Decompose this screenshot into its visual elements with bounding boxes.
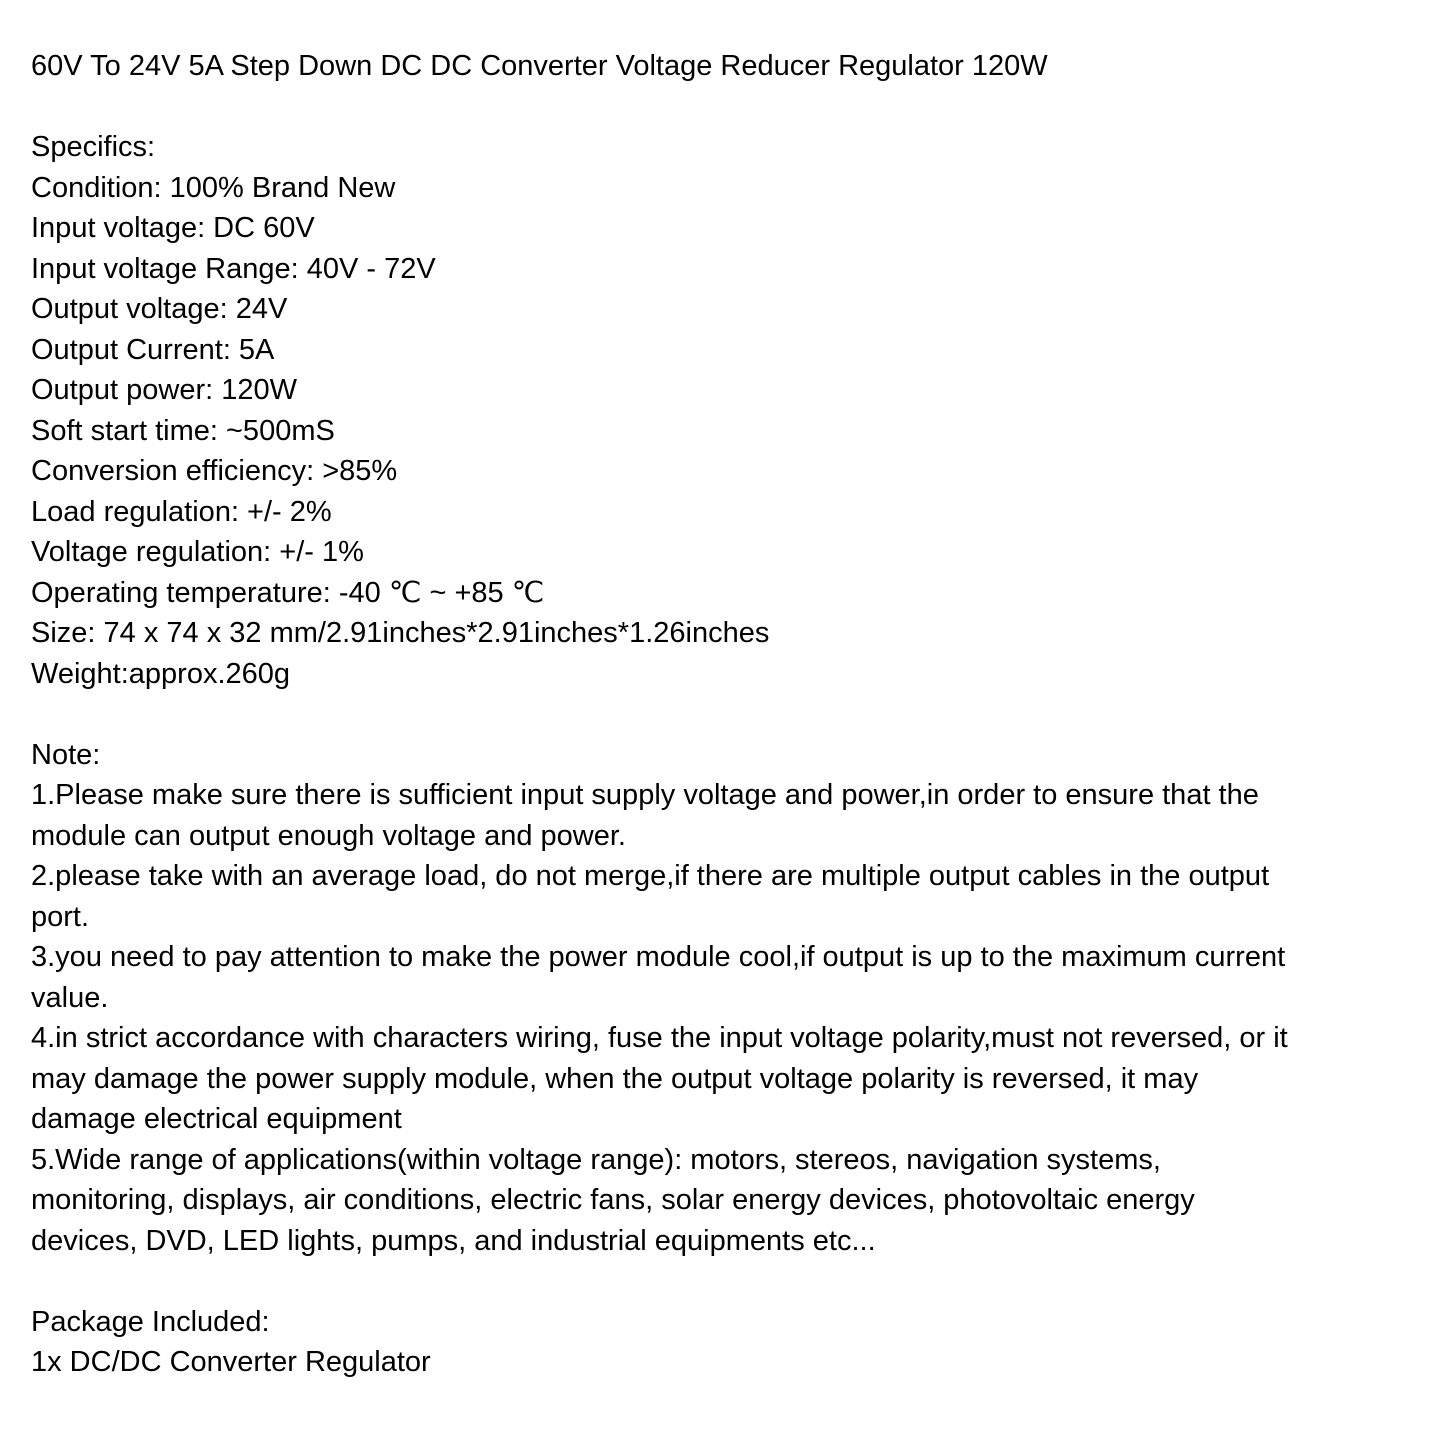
- spec-item: Voltage regulation: +/- 1%: [31, 536, 364, 568]
- spec-item: Input voltage: DC 60V: [31, 212, 315, 244]
- note-item: [31, 1140, 1421, 1262]
- specifics-section: [31, 127, 1421, 694]
- spec-item: Load regulation: +/- 2%: [31, 495, 332, 528]
- package-list: [31, 1342, 1421, 1383]
- spec-item: Size: 74 x 74 x 32 mm/2.91inches*2.91inches*1.26inches: [31, 617, 770, 649]
- note-item: [31, 775, 1421, 856]
- note-line: 5.Wide range of applications(within voltage range): motors, stereos, navigation systems,: [31, 1143, 1161, 1176]
- specifics-list: [31, 168, 1421, 695]
- spec-item: Output voltage: 24V: [31, 293, 288, 325]
- note-line: port.: [31, 900, 90, 933]
- spec-item: Operating temperature: -40 ℃ ~ +85 ℃: [31, 576, 545, 609]
- note-section: [31, 735, 1421, 1262]
- spec-item: Output Current: 5A: [31, 333, 275, 366]
- note-line: may damage the power supply module, when the output voltage polarity is reversed, it may: [31, 1062, 1199, 1095]
- spacer: [31, 694, 1421, 735]
- note-line: devices, DVD, LED lights, pumps, and industrial equipments etc...: [31, 1224, 876, 1257]
- package-section: [31, 1302, 1421, 1383]
- note-line: 1.Please make sure there is sufficient input supply voltage and power,in order to ensure that the: [31, 779, 1259, 811]
- spec-item: Soft start time: ~500mS: [31, 414, 335, 447]
- specifics-heading: Specifics:: [31, 131, 156, 163]
- spec-item: Conversion efficiency: >85%: [31, 455, 398, 487]
- note-list: [31, 775, 1421, 1261]
- note-line: 2.please take with an average load, do not merge,if there are multiple output cables in the output: [31, 860, 1270, 892]
- spec-item: Condition: 100% Brand New: [31, 171, 396, 204]
- note-line: damage electrical equipment: [31, 1103, 402, 1135]
- spacer: [31, 87, 1421, 128]
- spec-item: Input voltage Range: 40V - 72V: [31, 252, 436, 285]
- spacer: [31, 1261, 1421, 1302]
- product-description: [31, 46, 1421, 1383]
- note-line: 4.in strict accordance with characters wiring, fuse the input voltage polarity,must not reversed, or it: [31, 1022, 1288, 1054]
- note-line: value.: [31, 981, 109, 1014]
- note-line: monitoring, displays, air conditions, electric fans, solar energy devices, photovoltaic energy: [31, 1184, 1195, 1216]
- note-item: [31, 937, 1421, 1018]
- package-item: 1x DC/DC Converter Regulator: [31, 1346, 431, 1378]
- page-title: 60V To 24V 5A Step Down DC DC Converter Voltage Reducer Regulator 120W: [31, 50, 1048, 82]
- note-line: module can output enough voltage and power.: [31, 819, 626, 852]
- note-item: [31, 856, 1421, 937]
- package-heading: Package Included:: [31, 1305, 270, 1338]
- note-heading: Note:: [31, 738, 101, 771]
- spec-item: Weight:approx.260g: [31, 657, 291, 690]
- note-item: [31, 1018, 1421, 1140]
- spec-item: Output power: 120W: [31, 374, 297, 406]
- note-line: 3.you need to pay attention to make the power module cool,if output is up to the maximum current: [31, 941, 1286, 973]
